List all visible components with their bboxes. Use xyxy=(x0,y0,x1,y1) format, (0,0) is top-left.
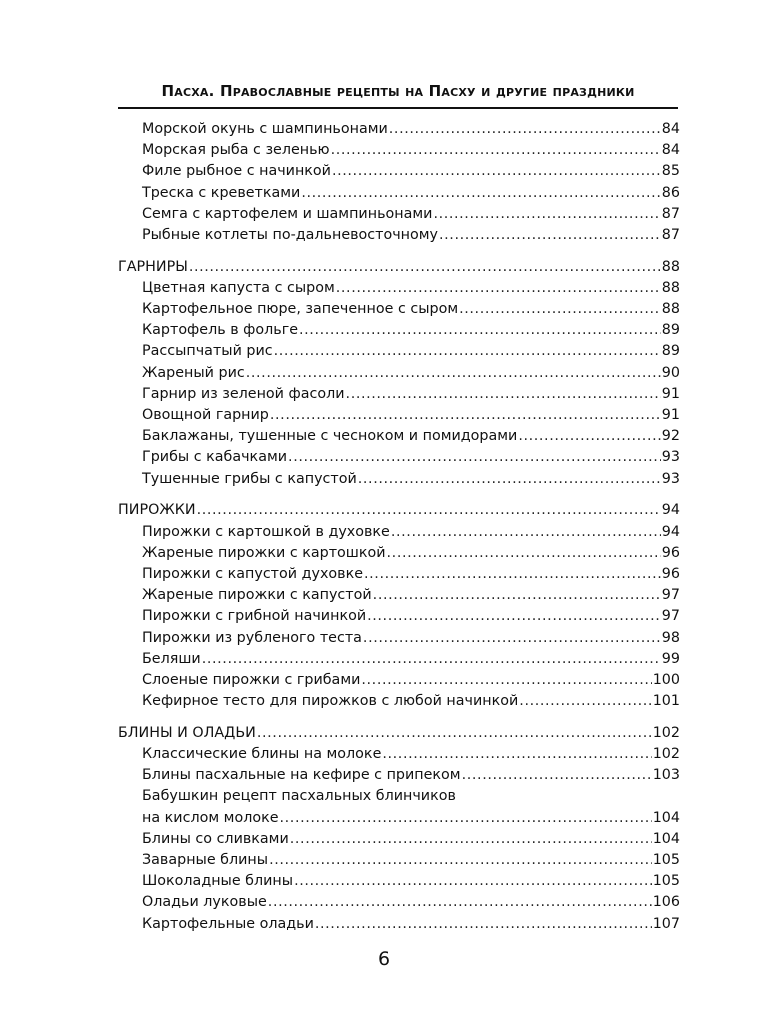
toc-leader-dots xyxy=(288,447,661,468)
toc-entry-row xyxy=(118,225,680,246)
toc-leader-dots xyxy=(519,691,651,712)
toc-leader-dots xyxy=(373,585,661,606)
toc-entry-title: Гарнир из зеленой фасоли xyxy=(142,385,345,402)
toc-entry-title: Картофельные оладьи xyxy=(142,915,314,932)
toc-entry-title: Рыбные котлеты по-дальневосточному xyxy=(142,226,439,243)
toc-leader-dots xyxy=(269,850,652,871)
toc-page-number: 105 xyxy=(652,873,680,890)
toc-leader-dots xyxy=(202,649,661,670)
toc-entry-row xyxy=(118,119,680,140)
toc-entry-title: Жареные пирожки с картошкой xyxy=(142,544,386,561)
toc-entry-row xyxy=(118,585,680,606)
toc-entry-row xyxy=(118,691,680,712)
toc-leader-dots xyxy=(299,320,661,341)
toc-page-number: 107 xyxy=(652,915,680,932)
toc-entry-title: Рассыпчатый рис xyxy=(142,343,273,360)
toc-entry-title: Жареный рис xyxy=(142,364,245,381)
toc-page-number: 101 xyxy=(652,693,680,710)
toc-leader-dots xyxy=(439,225,661,246)
toc-entry-row xyxy=(118,140,680,161)
toc-page-number: 92 xyxy=(661,428,680,445)
toc-entry-row xyxy=(118,299,680,320)
toc-leader-dots xyxy=(459,299,661,320)
toc-entry-title: Баклажаны, тушенные с чесноком и помидорами xyxy=(142,428,518,445)
toc-entry-row xyxy=(118,670,680,691)
toc-entry-row xyxy=(118,871,680,892)
toc-page-number: 84 xyxy=(661,121,680,137)
toc-leader-dots xyxy=(246,363,661,384)
toc-entry-title: Заварные блины xyxy=(142,851,269,868)
toc-leader-dots xyxy=(518,426,660,447)
toc-entry-row xyxy=(118,543,680,564)
toc-page-number: 98 xyxy=(661,629,680,646)
toc-leader-dots xyxy=(197,500,661,521)
toc-page-number: 104 xyxy=(652,830,680,847)
toc-entry-row xyxy=(118,564,680,585)
toc-leader-dots xyxy=(382,744,651,765)
toc-entry-title: Морская рыба с зеленью xyxy=(142,142,330,159)
toc-page-number: 102 xyxy=(652,724,680,741)
toc-leader-dots xyxy=(301,183,660,204)
toc-entry-title: Пирожки из рубленого теста xyxy=(142,629,362,646)
toc-entry-row xyxy=(118,447,680,468)
toc-entry-row xyxy=(118,384,680,405)
header-rule xyxy=(118,107,678,109)
toc-entry-title: Беляши xyxy=(142,650,201,667)
toc-entry-row xyxy=(118,829,680,850)
toc-page-number: 94 xyxy=(661,523,680,540)
toc-page-number: 88 xyxy=(661,279,680,296)
toc-page-number: 93 xyxy=(661,470,680,487)
toc-entry-title: Морской окунь с шампиньонами xyxy=(142,121,388,137)
toc-entry-row xyxy=(118,469,680,490)
toc-page-number: 106 xyxy=(652,894,680,911)
page-number: 6 xyxy=(377,948,391,970)
toc-entry-row xyxy=(118,204,680,225)
toc-page-number: 88 xyxy=(661,258,680,275)
toc-page-number: 94 xyxy=(661,502,680,519)
toc-leader-dots xyxy=(346,384,661,405)
toc-leader-dots xyxy=(257,723,652,744)
toc-page-number: 86 xyxy=(661,184,680,201)
toc-section-row xyxy=(118,257,680,278)
toc-page-number: 93 xyxy=(661,449,680,466)
toc-leader-dots xyxy=(274,341,661,362)
toc-entry-row xyxy=(118,808,680,829)
toc-page-number: 97 xyxy=(661,587,680,604)
toc-entry-row xyxy=(118,363,680,384)
toc-entry-row xyxy=(118,278,680,299)
running-head: Пасха. Православные рецепты на Пасху и другие праздники xyxy=(161,82,635,100)
toc-section-title: БЛИНЫ И ОЛАДЬИ xyxy=(118,724,256,741)
toc-entry-title: Цветная капуста с сыром xyxy=(142,279,335,296)
toc-leader-dots xyxy=(361,670,651,691)
toc-entry-row xyxy=(118,606,680,627)
toc-section-row xyxy=(118,500,680,521)
toc-leader-dots xyxy=(363,628,661,649)
toc-section-row xyxy=(118,723,680,744)
toc-leader-dots xyxy=(391,522,661,543)
toc-entry-title: Бабушкин рецепт пасхальных блинчиков xyxy=(142,788,456,805)
toc-entry-title: Блины пасхальные на кефире с припеком xyxy=(142,767,461,784)
toc-page-number: 97 xyxy=(661,608,680,625)
toc-section-title: ГАРНИРЫ xyxy=(118,258,188,275)
toc-entry-title: Блины со сливками xyxy=(142,830,289,847)
toc-page-number: 91 xyxy=(661,407,680,424)
toc-entry-title: Овощной гарнир xyxy=(142,407,269,424)
toc-entry-title: Пирожки с картошкой в духовке xyxy=(142,523,390,540)
toc-leader-dots xyxy=(315,914,652,935)
toc-entry-title: Пирожки с грибной начинкой xyxy=(142,608,367,625)
toc-page-number: 103 xyxy=(652,767,680,784)
toc-entry-row xyxy=(118,426,680,447)
toc-leader-dots xyxy=(280,808,652,829)
toc-leader-dots xyxy=(189,257,661,278)
toc-entry-title: Классические блины на молоке xyxy=(142,746,382,763)
toc-entry-title: Картофель в фольге xyxy=(142,322,299,339)
toc-entry-row xyxy=(118,341,680,362)
toc-entry-title: Оладьи луковые xyxy=(142,894,267,911)
toc-entry-title: Грибы с кабачками xyxy=(142,449,288,466)
toc-section-title: ПИРОЖКИ xyxy=(118,502,196,519)
toc-entry-title: Тушенные грибы с капустой xyxy=(142,470,357,487)
toc-entry-row xyxy=(118,850,680,871)
toc-leader-dots xyxy=(389,119,661,140)
toc-entry-row xyxy=(118,786,680,807)
toc-page-number: 96 xyxy=(661,565,680,582)
toc-page-number: 100 xyxy=(652,671,680,688)
toc-entry-row xyxy=(118,628,680,649)
toc-leader-dots xyxy=(290,829,652,850)
toc-page-number: 85 xyxy=(661,163,680,180)
toc-page-number: 87 xyxy=(661,226,680,243)
toc-entry-title: Картофельное пюре, запеченное с сыром xyxy=(142,301,459,318)
toc-page-number: 88 xyxy=(661,301,680,318)
toc-leader-dots xyxy=(332,161,661,182)
toc-entry-row xyxy=(118,892,680,913)
toc-entry-row xyxy=(118,649,680,670)
toc-entry-title: Пирожки с капустой духовке xyxy=(142,565,364,582)
toc-page-number: 89 xyxy=(661,343,680,360)
toc-leader-dots xyxy=(433,204,660,225)
toc-entry-title: Жареные пирожки с капустой xyxy=(142,587,372,604)
toc-leader-dots xyxy=(270,405,661,426)
toc-leader-dots xyxy=(364,564,661,585)
toc-entry-row xyxy=(118,320,680,341)
toc-page-number: 84 xyxy=(661,142,680,159)
toc-page-number: 102 xyxy=(652,746,680,763)
toc-page-number: 104 xyxy=(652,809,680,826)
toc-entry-row xyxy=(118,183,680,204)
toc-leader-dots xyxy=(268,892,652,913)
toc-leader-dots xyxy=(387,543,661,564)
toc-page-number: 87 xyxy=(661,205,680,222)
toc-page-number: 96 xyxy=(661,544,680,561)
toc-entry-row xyxy=(118,765,680,786)
toc-leader-dots xyxy=(462,765,652,786)
toc-entry-title: на кислом молоке xyxy=(142,809,279,826)
toc-entry-row xyxy=(118,522,680,543)
toc-entry-title: Кефирное тесто для пирожков с любой начинкой xyxy=(142,693,519,710)
toc-entry-row xyxy=(118,744,680,765)
toc-page-number: 99 xyxy=(661,650,680,667)
toc-entry-title: Слоеные пирожки с грибами xyxy=(142,671,361,688)
toc-leader-dots xyxy=(294,871,652,892)
toc-entry-title: Треска с креветками xyxy=(142,184,301,201)
toc-entry-row xyxy=(118,405,680,426)
toc-entry-row xyxy=(118,914,680,935)
toc-leader-dots xyxy=(358,469,661,490)
toc-page-number: 89 xyxy=(661,322,680,339)
toc-page-number: 91 xyxy=(661,385,680,402)
toc-entry-title: Филе рыбное с начинкой xyxy=(142,163,331,180)
toc-leader-dots xyxy=(336,278,661,299)
toc-entry-title: Шоколадные блины xyxy=(142,873,294,890)
toc-entry-title: Семга с картофелем и шампиньонами xyxy=(142,205,433,222)
toc-page-number: 90 xyxy=(661,364,680,381)
toc-leader-dots xyxy=(331,140,661,161)
table-of-contents xyxy=(118,119,680,935)
toc-entry-row xyxy=(118,161,680,182)
toc-leader-dots xyxy=(367,606,661,627)
toc-page-number: 105 xyxy=(652,851,680,868)
